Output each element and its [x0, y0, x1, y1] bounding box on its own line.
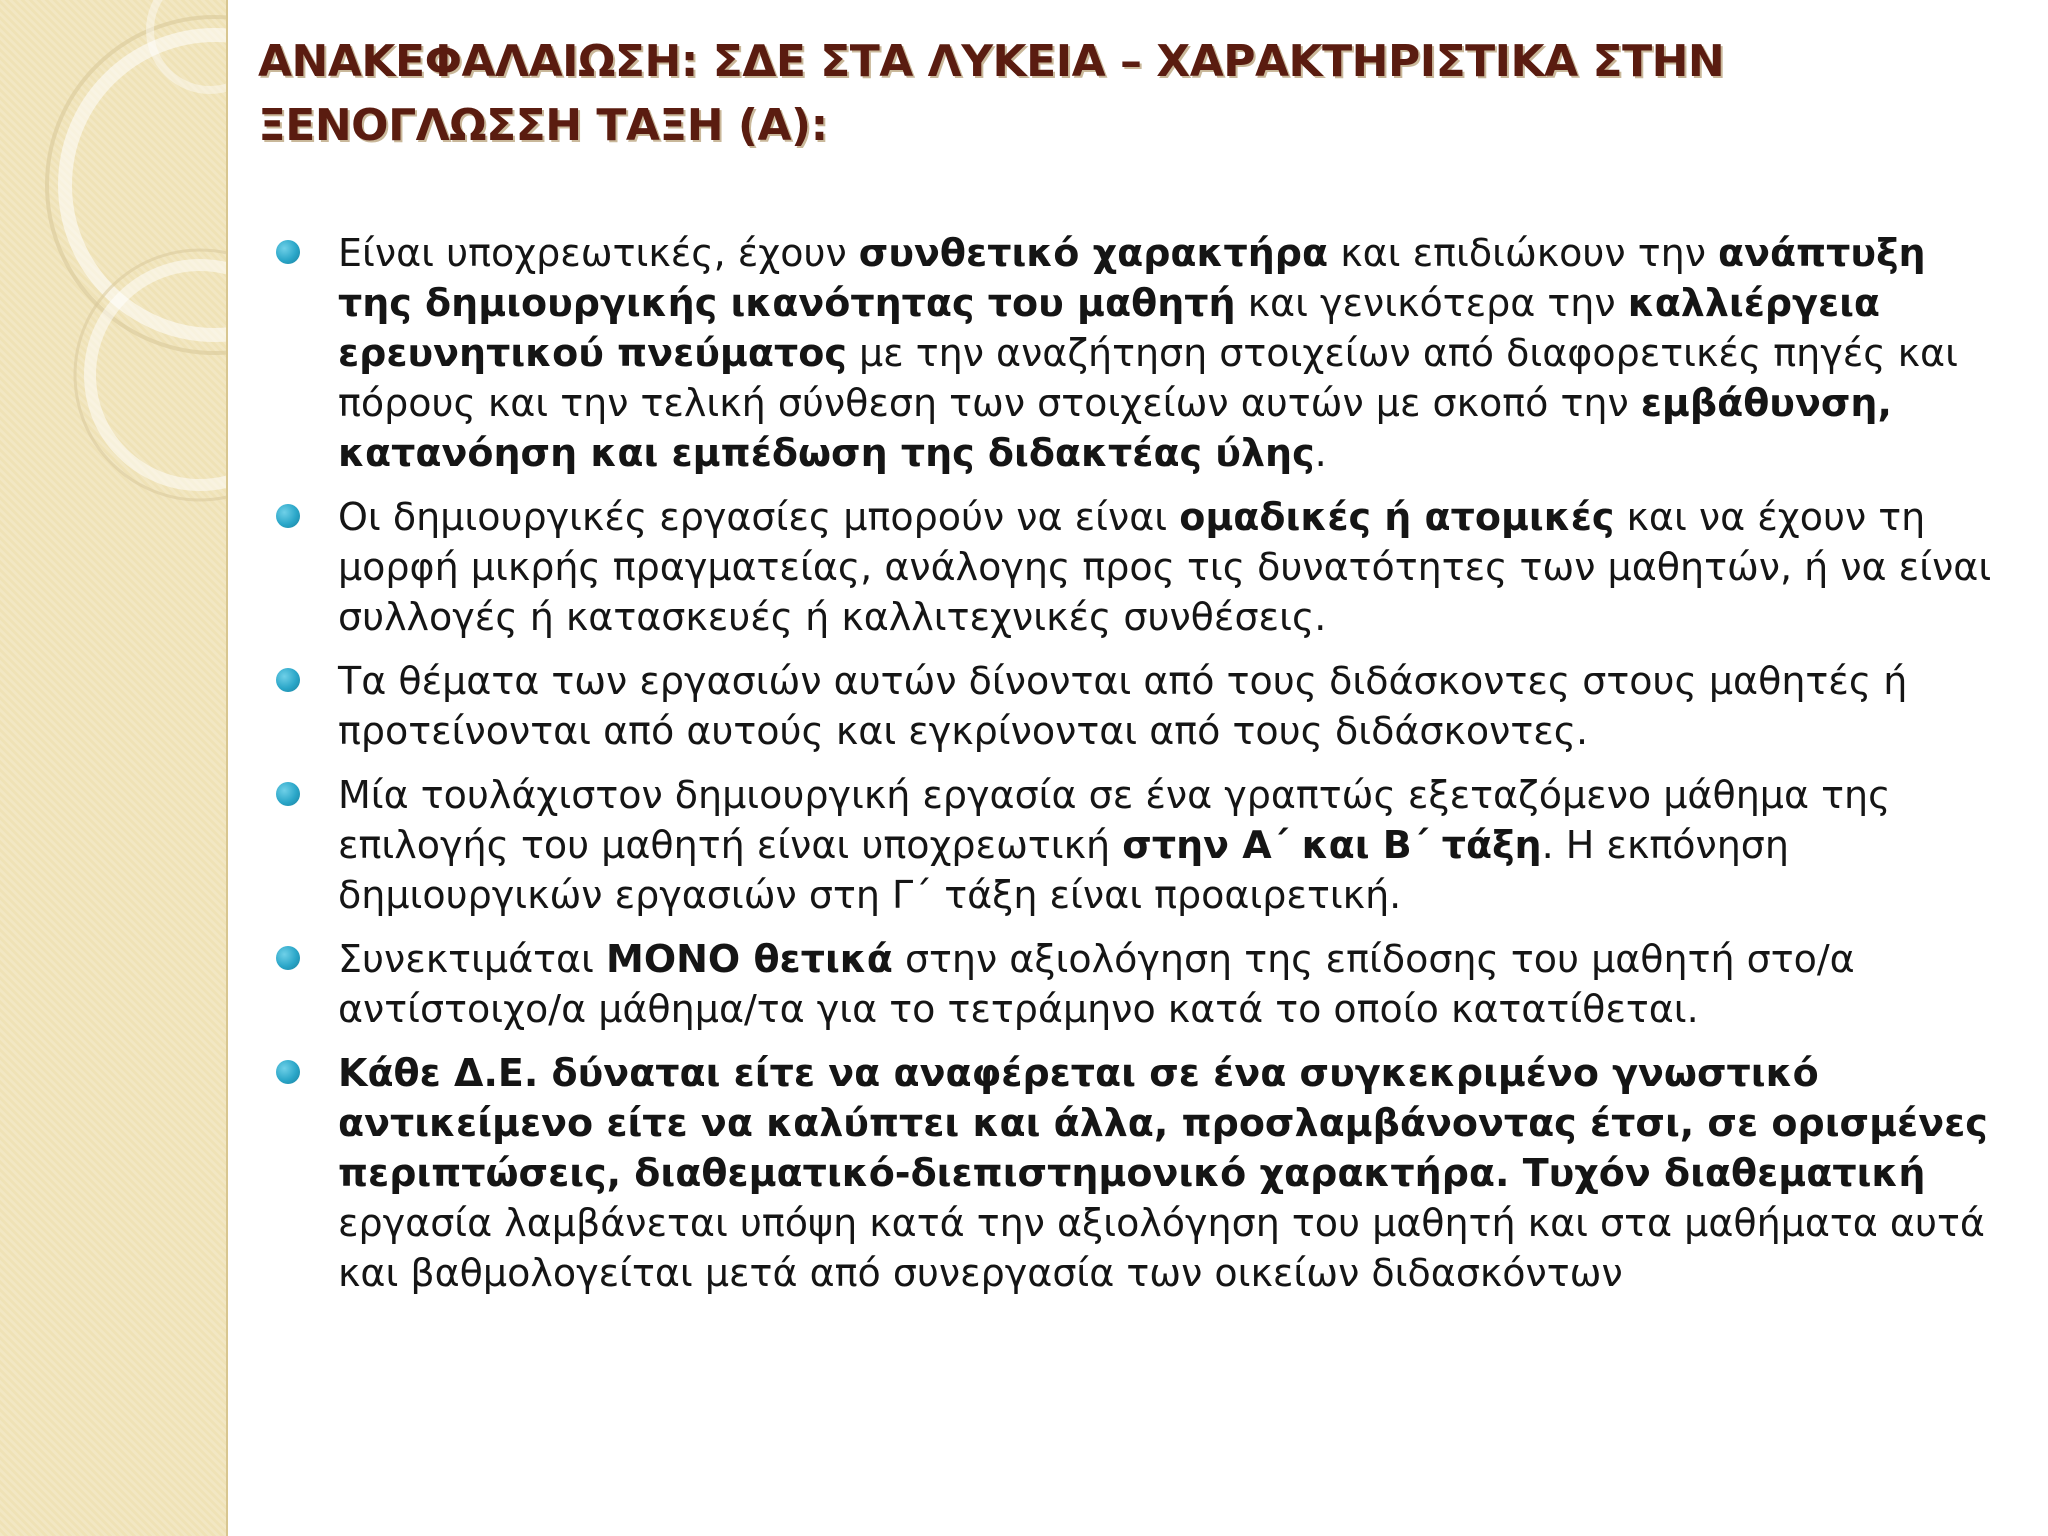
bullet-dot-icon	[276, 240, 300, 264]
text-run: Οι δημιουργικές εργασίες μπορούν να είναι	[338, 495, 1180, 539]
decorative-side-panel	[0, 0, 228, 1536]
text-run: εργασία λαμβάνεται υπόψη κατά την αξιολόγηση του μαθητή και στα μαθήματα αυτά και βαθμολογείται μετά από συνεργασία των οικείων διδασκόντων	[338, 1201, 1985, 1295]
bullet-item	[268, 1048, 1998, 1298]
text-run: και γενικότερα την	[1235, 281, 1628, 325]
bullet-dot-icon	[276, 1060, 300, 1084]
bullet-text	[338, 937, 1855, 1031]
text-run: .	[1314, 431, 1327, 475]
text-run: με την αναζήτηση στοιχείων από διαφορετικές πηγές και πόρους και την τελική σύνθεση των στοιχείων αυτών με σκοπό την	[338, 331, 1958, 425]
bullet-text	[338, 659, 1907, 753]
bold-text-run: καλλιέργεια ερευνητικού πνεύματος	[338, 281, 1881, 375]
bullet-text	[338, 231, 1958, 475]
bullet-item	[268, 656, 1998, 756]
bullet-item	[268, 492, 1998, 642]
bold-text-run: συνθετικό χαρακτήρα	[858, 231, 1329, 275]
text-run: Μία τουλάχιστον δημιουργική εργασία σε ένα γραπτώς εξεταζόμενο μάθημα της επιλογής του μαθητή είναι υποχρεωτική	[338, 773, 1891, 867]
bullet-item	[268, 934, 1998, 1034]
bullet-dot-icon	[276, 782, 300, 806]
bold-text-run: ΜΟΝΟ θετικά	[606, 937, 893, 981]
slide-title: ΑΝΑΚΕΦΑΛΑΙΩΣΗ: ΣΔΕ ΣΤΑ ΛΥΚΕΙΑ – ΧΑΡΑΚΤΗΡΙΣΤΙΚΑ ΣΤΗΝ ΞΕΝΟΓΛΩΣΣΗ ΤΑΞΗ (Α):	[258, 36, 1725, 151]
decorative-rings	[0, 0, 228, 560]
text-run: Τα θέματα των εργασιών αυτών δίνονται από τους διδάσκοντες στους μαθητές ή προτείνονται από αυτούς και εγκρίνονται από τους διδάσκοντες.	[338, 659, 1908, 753]
text-run: και επιδιώκουν την	[1328, 231, 1718, 275]
bullet-text	[338, 773, 1890, 917]
bullet-text	[338, 495, 1991, 639]
bullet-list	[268, 228, 1998, 1312]
bullet-item	[268, 228, 1998, 478]
bullet-item	[268, 770, 1998, 920]
text-run: Είναι υποχρεωτικές, έχουν	[338, 231, 859, 275]
bullet-dot-icon	[276, 946, 300, 970]
bold-text-run: στην Α΄ και Β΄ τάξη	[1122, 823, 1542, 867]
bold-text-run: εμβάθυνση, κατανόηση και εμπέδωση της διδακτέας ύλης	[338, 381, 1892, 475]
text-run: και να έχουν τη μορφή μικρής πραγματείας, ανάλογης προς τις δυνατότητες των μαθητών, ή να είναι συλλογές ή κατασκευές ή καλλιτεχνικές συνθέσεις.	[338, 495, 1992, 639]
bold-text-run: Κάθε Δ.Ε. δύναται είτε να αναφέρεται σε ένα συγκεκριμένο γνωστικό αντικείμενο είτε να καλύπτει και άλλα, προσλαμβάνοντας έτσι, σε ορισμένες περιπτώσεις, διαθεματικό-διεπιστημονικό χαρακτήρα. Τυχόν διαθεματική	[338, 1051, 1988, 1195]
text-run: Συνεκτιμάται	[338, 937, 606, 981]
bullet-dot-icon	[276, 668, 300, 692]
bold-text-run: ομαδικές ή ατομικές	[1179, 495, 1615, 539]
text-run: . Η εκπόνηση δημιουργικών εργασιών στη Γ΄ τάξη είναι προαιρετική.	[338, 823, 1789, 917]
bullet-text	[338, 1051, 1988, 1295]
bullet-dot-icon	[276, 504, 300, 528]
bold-text-run: ανάπτυξη της δημιουργικής ικανότητας του μαθητή	[338, 231, 1926, 325]
side-panel-edge	[226, 0, 228, 1536]
text-run: στην αξιολόγηση της επίδοσης του μαθητή στο/α αντίστοιχο/α μάθημα/τα για το τετράμηνο κατά το οποίο κατατίθεται.	[338, 937, 1855, 1031]
